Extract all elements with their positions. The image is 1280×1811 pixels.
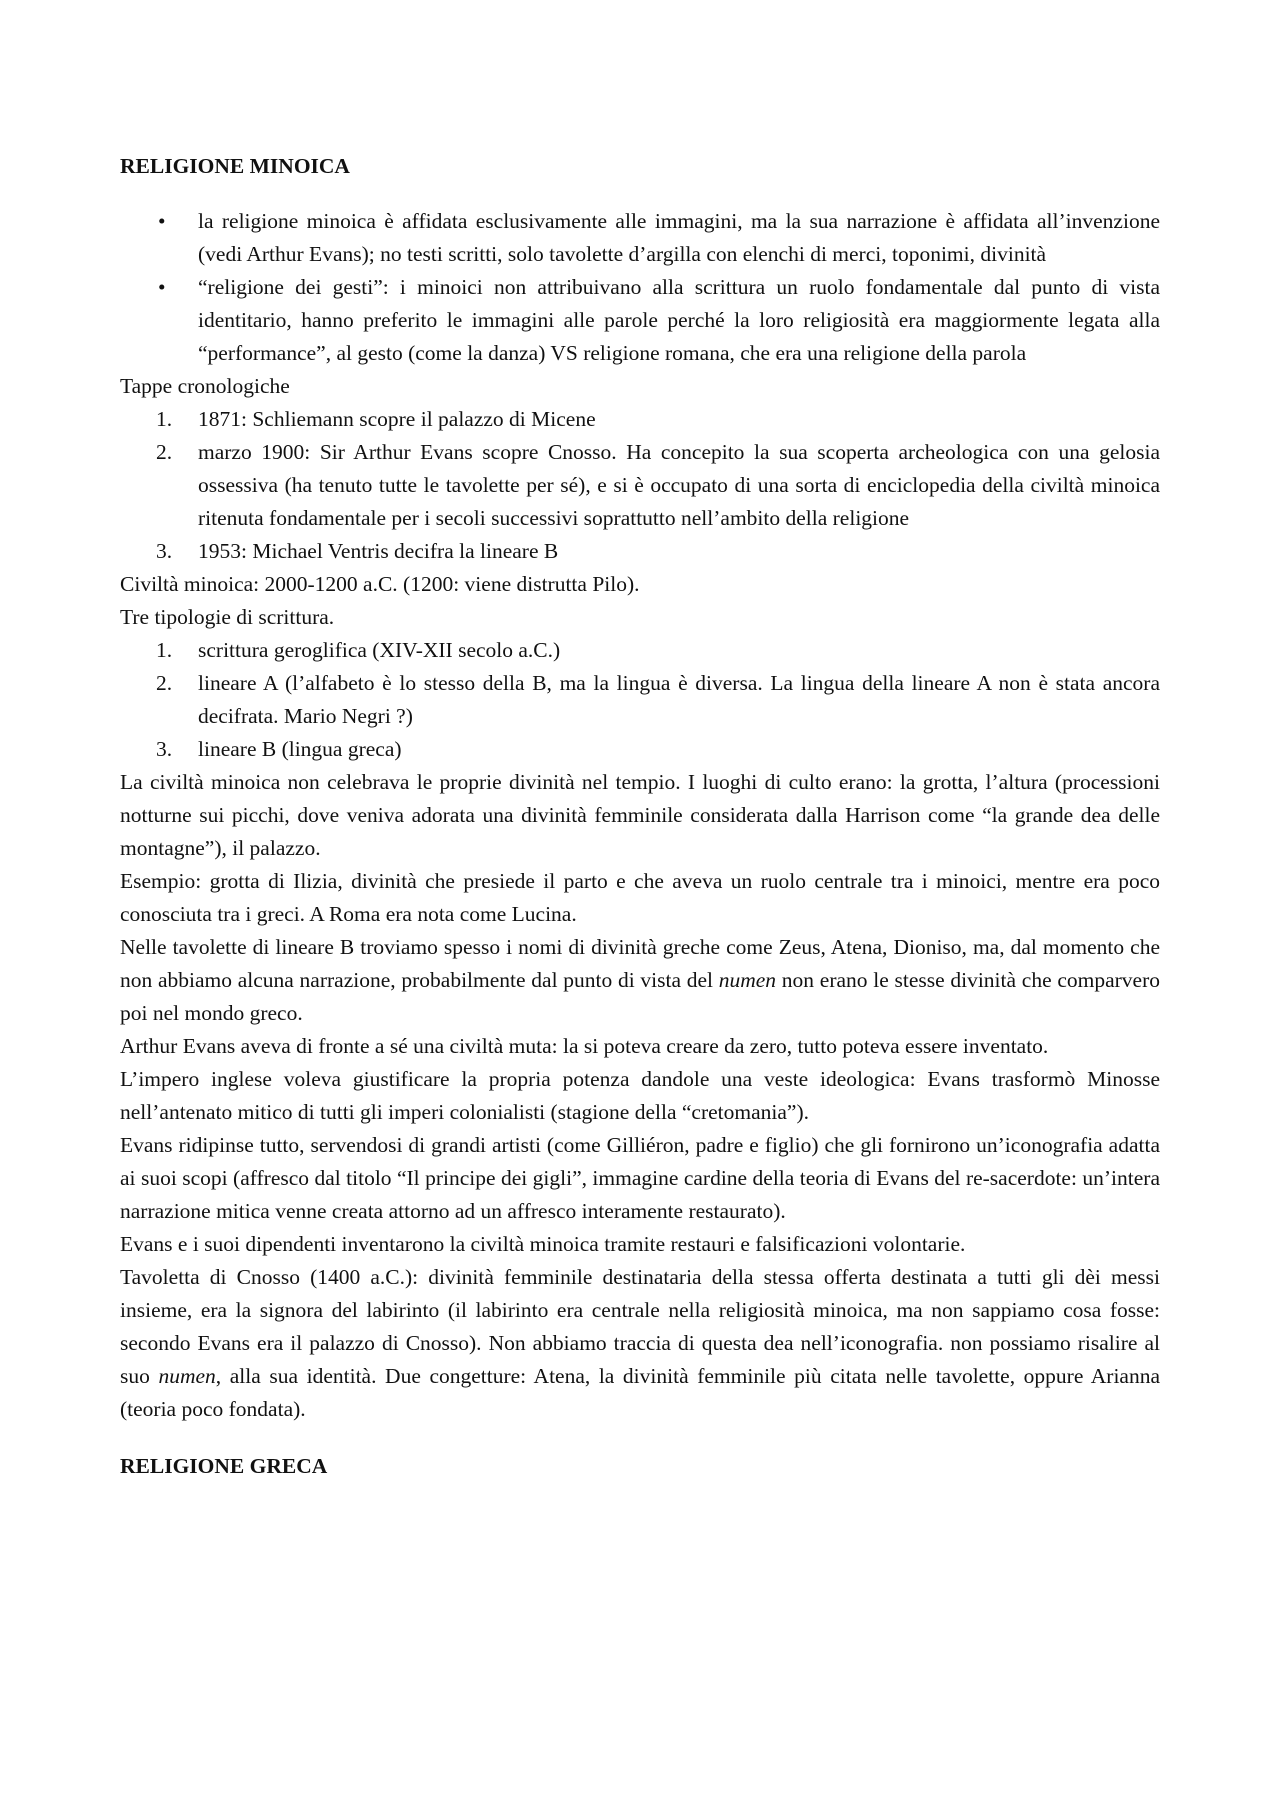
tappe-list xyxy=(120,403,1160,568)
paragraph-ridipinse: Evans ridipinse tutto, servendosi di grandi artisti (come Gilliéron, padre e figlio) che gli fornirono un’iconografia adatta ai suoi scopi (affresco dal titolo “Il principe dei gigli”, immagine cardine della teoria di Evans del re-sacerdote: un’intera narrazione mitica venne creata attorno ad un affresco interamente restaurato). xyxy=(120,1133,1160,1223)
bullet-text: la religione minoica è affidata esclusivamente alle immagini, ma la sua narrazione è affidata all’invenzione (vedi Arthur Evans); no testi scritti, solo tavolette d’argilla con elenchi di merci, toponimi, divinità xyxy=(198,209,1160,266)
list-number: 1. xyxy=(156,638,173,662)
list-text: scrittura geroglifica (XIV-XII secolo a.C.) xyxy=(198,638,561,662)
list-number: 2. xyxy=(156,671,173,695)
paragraph-dipendenti: Evans e i suoi dipendenti inventarono la civiltà minoica tramite restauri e falsificazioni volontarie. xyxy=(120,1232,966,1256)
civilta-line: Civiltà minoica: 2000-1200 a.C. (1200: viene distrutta Pilo). xyxy=(120,572,640,596)
scrittura-label: Tre tipologie di scrittura. xyxy=(120,605,335,629)
list-text: marzo 1900: Sir Arthur Evans scopre Cnosso. Ha concepito la sua scoperta archeologica con una gelosia ossessiva (ha tenuto tutte le tavolette per sé), e si è occupato di una sorta di enciclopedia della civiltà minoica ritenuta fondamentale per i secoli successivi soprattutto nell’ambito della religione xyxy=(198,440,1160,530)
bullet-text: “religione dei gesti”: i minoici non attribuivano alla scrittura un ruolo fondamentale dal punto di vista identitario, hanno preferito le immagini alle parole perché la loro religiosità era maggiormente legata alla “performance”, al gesto (come la danza) VS religione romana, che era una religione della parola xyxy=(198,275,1160,365)
list-text: 1871: Schliemann scopre il palazzo di Micene xyxy=(198,407,596,431)
list-item xyxy=(120,436,1160,535)
paragraph-text: Nelle tavolette di lineare B troviamo spesso i nomi di divinità greche come Zeus, Atena, Dioniso, ma, dal momento che non abbiamo alcuna narrazione, probabilmente dal punto di vista del xyxy=(120,935,1160,992)
paragraph-text: Tavoletta di Cnosso (1400 a.C.): divinità femminile destinataria della stessa offerta destinata a tutti gli dèi messi insieme, era la signora del labirinto (il labirinto era centrale nella religiosità minoica, ma non sappiamo cosa fosse: secondo Evans era il palazzo di Cnosso). Non abbiamo traccia di questa dea nell’iconografia. non possiamo risalire al suo xyxy=(120,1265,1160,1388)
list-number: 1. xyxy=(156,407,173,431)
section-title-minoica: RELIGIONE MINOICA xyxy=(120,154,350,178)
paragraph-esempio: Esempio: grotta di Ilizia, divinità che presiede il parto e che aveva un ruolo centrale tra i minoici, mentre era poco conosciuta tra i greci. A Roma era nota come Lucina. xyxy=(120,869,1160,926)
list-item xyxy=(120,205,1160,271)
list-text: lineare B (lingua greca) xyxy=(198,737,402,761)
list-number: 2. xyxy=(156,440,173,464)
scritture-list xyxy=(120,634,1160,766)
paragraph-tavolette xyxy=(120,931,1160,1030)
paragraph-impero: L’impero inglese voleva giustificare la propria potenza dandole una veste ideologica: Evans trasformò Minosse nell’antenato mitico di tutti gli imperi colonialisti (stagione della “cretomania”). xyxy=(120,1067,1160,1124)
list-item xyxy=(120,271,1160,370)
list-item xyxy=(120,667,1160,733)
paragraph-culto: La civiltà minoica non celebrava le proprie divinità nel tempio. I luoghi di culto erano: la grotta, l’altura (processioni notturne sui picchi, dove veniva adorata una divinità femminile considerata dalla Harrison come “la grande dea delle montagne”), il palazzo. xyxy=(120,770,1160,860)
list-number: 3. xyxy=(156,737,173,761)
document-page xyxy=(120,150,1160,1483)
paragraph-text: , alla sua identità. Due congetture: Atena, la divinità femminile più citata nelle tavolette, oppure Arianna (teoria poco fondata). xyxy=(120,1364,1161,1421)
list-item xyxy=(120,634,1160,667)
bullet-marker: • xyxy=(158,209,166,233)
list-text: 1953: Michael Ventris decifra la lineare B xyxy=(198,539,559,563)
list-item xyxy=(120,535,1160,568)
tappe-label: Tappe cronologiche xyxy=(120,374,290,398)
section-title-greca: RELIGIONE GRECA xyxy=(120,1454,328,1478)
paragraph-muta: Arthur Evans aveva di fronte a sé una civiltà muta: la si poteva creare da zero, tutto poteva essere inventato. xyxy=(120,1034,1049,1058)
paragraph-text: non erano le stesse divinità che comparvero poi nel mondo greco. xyxy=(120,968,1161,1025)
emphasis-numen: numen xyxy=(158,1364,216,1388)
list-item xyxy=(120,403,1160,436)
list-item xyxy=(120,733,1160,766)
list-text: lineare A (l’alfabeto è lo stesso della B, ma la lingua è diversa. La lingua della lineare A non è stata ancora decifrata. Mario Negri ?) xyxy=(198,671,1160,728)
bullet-list xyxy=(120,205,1160,370)
paragraph-cnosso xyxy=(120,1261,1160,1426)
list-number: 3. xyxy=(156,539,173,563)
emphasis-numen: numen xyxy=(718,968,777,992)
bullet-marker: • xyxy=(158,275,166,299)
